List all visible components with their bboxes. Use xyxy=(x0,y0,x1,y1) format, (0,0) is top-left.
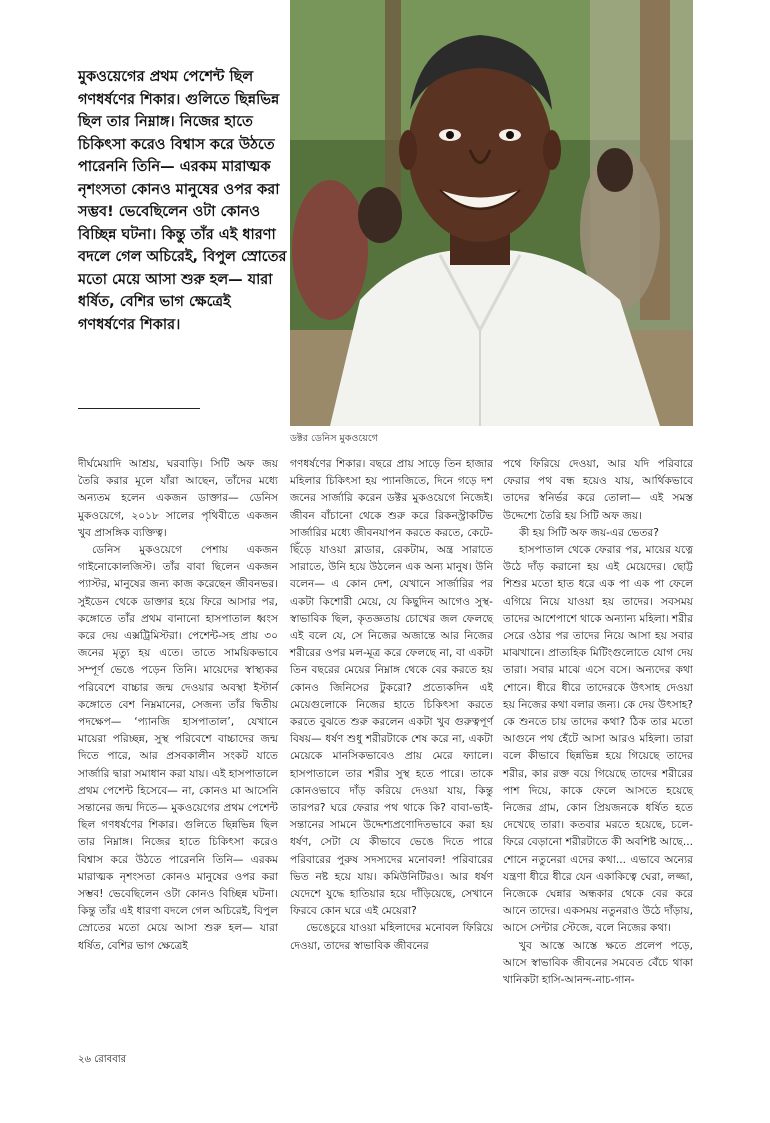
paragraph: গণধর্ষণের শিকার। বছরে প্রায় সাড়ে তিন হাজার মহিলার চিকিৎসা হয় প্যানজিতে, দিনে গড়ে দশ জনের সার্জারি করেন ডক্টর মুকওয়েগে নিজেই। জীবন বাঁচানো থেকে শুরু করে রিকনস্ট্রাকটিভ সার্জারির মধ্যে জীবনযাপন করতে করতে, কেটে-ছিঁড়ে যাওয়া ব্লাডার, রেকটাম, অন্ত্র সারাতে সারাতে, উনি হয়ে উঠলেন এক অন্য মানুষ। উনি বলেন— এ কোন দেশ, যেখানে সার্জারির পর একটা কিশোরী মেয়ে, যে কিছুদিন আগেও সুস্থ-স্বাভাবিক ছিল, কৃতজ্ঞতায় চোখের জল ফেলছে এই বলে যে, সে নিজের অজান্তে আর নিজের শরীরের ওপর মল-মূত্র করে ফেলছে না, বা একটা তিন বছরের মেয়ের নিম্নাঙ্গ থেকে বের করতে হয় কোনও জিনিসের টুকরো? প্রত্যেকদিন এই মেয়েগুলোকে নিজের হাতে চিকিৎসা করতে করতে বুঝতে শুরু করলেন একটা খুব গুরুত্বপূর্ণ বিষয়— ধর্ষণ শুধু শরীরটাকে শেষ করে না, একটা মেয়েকে মানসিকভাবেও প্রায় মেরে ফ্যালে। হাসপাতালে তার শরীর সুস্থ হতে পারে। তাকে কোনওভাবে দাঁড় করিয়ে দেওয়া যায়, কিন্তু তারপর? ঘরে ফেরার পথ থাকে কি? বাবা-ভাই-সন্তানের সামনে উদ্দেশ্যপ্রণোদিতভাবে করা হয় ধর্ষণ, সেটা যে কীভাবে ভেঙে দিতে পারে পরিবারের পুরুষ সদস্যদের মনোবল! পরিবারের ভিত নষ্ট হয়ে যায়। কমিউনিটিরও। আর ধর্ষণ যেদেশে যুদ্ধে হাতিয়ার হয়ে দাঁড়িয়েছে, সেখানে ফিরবে কোন ঘরে এই মেয়েরা? xyxy=(290,458,493,918)
subheading: কী হয় সিটি অফ জয়-এর ভেতর? xyxy=(519,526,659,539)
pull-quote-rule xyxy=(78,408,200,409)
page-folio: ২৬ রোববার xyxy=(78,1054,127,1065)
paragraph: পথে ফিরিয়ে দেওয়া, আর যদি পরিবারে ফেরার পথ বন্ধ হয়েও যায়, আর্থিকভাবে তাদের স্বনির্ভর করে তোলা— এই সমস্ত উদ্দেশ্যে তৈরি হয় সিটি অফ জয়। xyxy=(503,458,693,522)
paragraph: খুব আস্তে আস্তে ক্ষতে প্রলেপ পড়ে, আসে স্বাভাবিক জীবনের সমবেত বেঁচে থাকা খানিকটা হাসি-আনন্দ-নাচ-গান- xyxy=(503,939,693,987)
portrait-illustration xyxy=(290,0,693,426)
photo-caption: ডক্টর ডেনিস মুকওয়েগে xyxy=(290,433,378,444)
article-column-3 xyxy=(503,456,693,989)
article-column-1 xyxy=(78,456,278,955)
pull-quote: মুকওয়েগের প্রথম পেশেন্ট ছিল গণধর্ষণের শিকার। গুলিতে ছিন্নভিন্ন ছিল তার নিম্নাঙ্গ। নিজের হাতে চিকিৎসা করেও বিশ্বাস করে উঠতে পারেননি তিনি— এরকম মারাত্মক নৃশংসতা কোনও মানুষের ওপর করা সম্ভব! ভেবেছিলেন ওটা কোনও বিচ্ছিন্ন ঘটনা। কিন্তু তাঁর এই ধারণা বদলে গেল অচিরেই, বিপুল স্রোতের মতো মেয়ে আসা শুরু হল— যারা ধর্ষিত, বেশির ভাগ ক্ষেত্রেই গণধর্ষণের শিকার। xyxy=(78,69,287,333)
article-column-2 xyxy=(290,456,493,955)
paragraph: ডেনিস মুকওয়েগে পেশায় একজন গাইনোকোলজিস্ট। তাঁর বাবা ছিলেন একজন প্যাস্টর, মানুষের জন্য কাজ করেছেন জীবনভর। সুইডেন থেকে ডাক্তার হয়ে ফিরে আসার পর, কঙ্গোতে তাঁর প্রথম বানানো হাসপাতাল ধ্বংস করে দেয় এক্সট্রিমিস্টরা। পেশেন্ট-সহ প্রায় ৩০ জনের মৃত্যু হয় এতে। তাতে সাময়িকভাবে সম্পূর্ণ ভেঙে পড়েন তিনি। মায়েদের স্বাস্থ্যকর পরিবেশে বাচ্চার জন্ম দেওয়ার অবস্থা ইস্টার্ন কঙ্গোতে বেশ নিম্নমানের, সেজন্য তাঁর দ্বিতীয় পদক্ষেপ— ‘প্যানজি হাসপাতাল’, যেখানে মায়েরা পরিচ্ছন্ন, সুস্থ পরিবেশে বাচ্চাদের জন্ম দিতে পারে, আর প্রসবকালীন সংকট যাতে সার্জারি দ্বারা সমাধান করা যায়। এই হাসপাতালে প্রথম পেশেন্ট হিসেবে— না, কোনও মা আসেনি সন্তানের জন্ম দিতে— মুকওয়েগের প্রথম পেশেন্ট ছিল গণধর্ষণের শিকার। গুলিতে ছিন্নভিন্ন ছিল তার নিম্নাঙ্গ। নিজের হাতে চিকিৎসা করেও বিশ্বাস করে উঠতে পারেননি তিনি— এরকম মারাত্মক নৃশংসতা কোনও মানুষের ওপর করা সম্ভব! ভেবেছিলেন ওটা কোনও বিচ্ছিন্ন ঘটনা। কিন্তু তাঁর এই ধারণা বদলে গেল অচিরেই, বিপুল স্রোতের মতো মেয়ে আসা শুরু হল— যারা ধর্ষিত, বেশির ভাগ ক্ষেত্রেই xyxy=(78,544,278,952)
paragraph: দীর্ঘমেয়াদি আশ্রয়, ঘরবাড়ি। সিটি অফ জয় তৈরি করার মূলে যাঁরা আছেন, তাঁদের মধ্যে অন্যতম হলেন একজন ডাক্তার— ডেনিস মুকওয়েগে, ২০১৮ সালের পৃথিবীতে একজন খুব প্রাসঙ্গিক ব্যক্তিত্ব। xyxy=(78,458,278,539)
doctor-portrait-photo xyxy=(290,0,693,426)
paragraph: ভেঙেচুরে যাওয়া মহিলাদের মনোবল ফিরিয়ে দেওয়া, তাদের স্বাভাবিক জীবনের xyxy=(290,922,493,952)
paragraph: হাসপাতাল থেকে ফেরার পর, মায়ের যত্নে উঠে দাঁড় করানো হয় এই মেয়েদের। ছোট্ট শিশুর মতো হাত ধরে এক পা এক পা ফেলে এগিয়ে নিয়ে যাওয়া হয় তাদের। সবসময় তাদের আশেপাশে থাকে অন্যান্য মহিলা। শরীর সেরে ওঠার পর তাদের নিয়ে আসা হয় সবার মাঝখানে। প্রাত্যহিক মিটিংগুলোতে যোগ দেয় তারা। সবার মাঝে এসে বসে। অন্যদের কথা শোনে। ধীরে ধীরে তাদেরকে উৎসাহ দেওয়া হয় নিজের কথা বলার জন্য। কে দেয় উৎসাহ? কে শুনতে চায় তাদের কথা? ঠিক তার মতো আগুনে পথ হেঁটে আসা আরও মহিলা। তারা বলে কীভাবে ছিন্নভিন্ন হয়ে গিয়েছে তাদের শরীর, কার রক্ত বয়ে গিয়েছে তাদের শরীরের পাশ দিয়ে, কাকে ফেলে আসতে হয়েছে নিজের গ্রাম, কোন প্রিয়জনকে ধর্ষিত হতে দেখেছে তারা। কতবার মরতে হয়েছে, চলে-ফিরে বেড়ানো শরীরটাতে কী অবশিষ্ট আছে... শোনে নতুনেরা এদের কথা... এভাবে অন্যের যন্ত্রণা ধীরে ধীরে যেন একাকিত্বে ঘেরা, লজ্জা, নিজেকে ঘেন্নার অন্ধকার থেকে বের করে আনে তাদের। একসময় নতুনরাও উঠে দাঁড়ায়, আসে সেন্টার স্টেজে, বলে নিজের কথা। xyxy=(503,544,694,935)
